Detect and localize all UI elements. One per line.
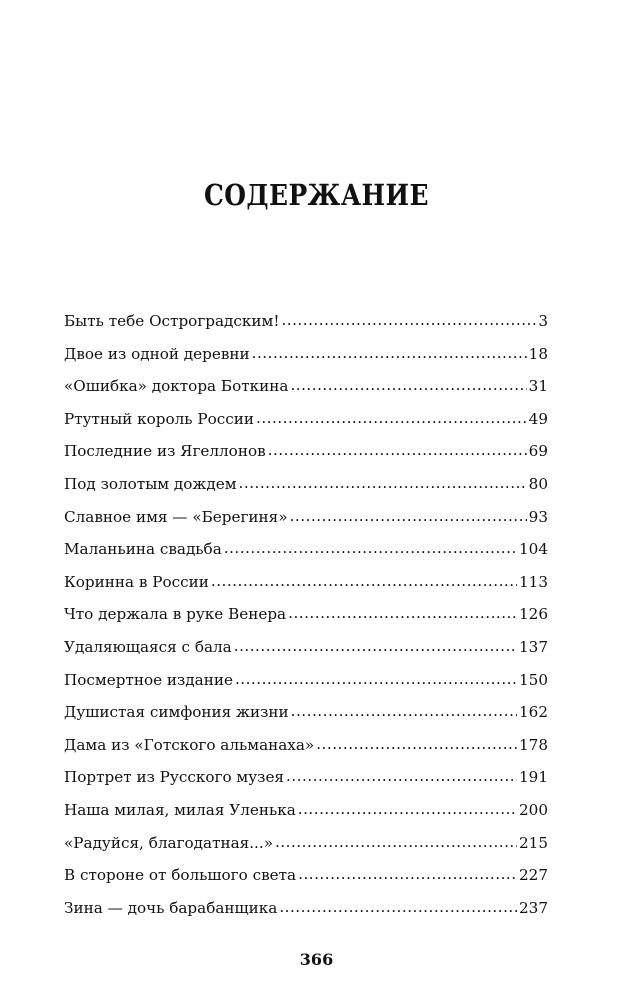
toc-entry-title: Наша милая, милая Уленька xyxy=(64,800,296,819)
toc-entry-page: 126 xyxy=(519,605,548,624)
toc-entry[interactable] xyxy=(64,309,548,342)
toc-entry-page: 93 xyxy=(528,507,548,526)
table-of-contents xyxy=(64,309,548,928)
toc-entry[interactable] xyxy=(64,798,548,831)
toc-entry-page: 113 xyxy=(519,572,548,591)
toc-entry-page: 80 xyxy=(528,474,548,493)
toc-entry-page: 49 xyxy=(528,409,548,428)
toc-dot-leader xyxy=(298,797,517,821)
page-title: СОДЕРЖАНИЕ xyxy=(204,178,429,212)
toc-entry[interactable] xyxy=(64,635,548,668)
toc-entry-page: 3 xyxy=(538,312,548,330)
toc-dot-leader xyxy=(239,471,527,495)
toc-entry-title: Портрет из Русского музея xyxy=(64,768,285,787)
toc-entry-page: 200 xyxy=(519,800,548,819)
toc-entry[interactable] xyxy=(64,407,548,440)
toc-entry-title: «Ошибка» доктора Боткина xyxy=(64,377,289,396)
toc-entry-page: 215 xyxy=(519,833,548,852)
toc-dot-leader xyxy=(290,373,526,397)
toc-entry-title: Быть тебе Остроградским! xyxy=(64,312,280,330)
toc-entry[interactable] xyxy=(64,668,548,701)
toc-entry[interactable] xyxy=(64,537,548,570)
toc-entry[interactable] xyxy=(64,896,548,929)
toc-dot-leader xyxy=(256,406,527,430)
toc-entry-title: Под золотым дождем xyxy=(64,474,237,493)
toc-entry-title: Что держала в руке Венера xyxy=(64,605,287,624)
toc-dot-leader xyxy=(286,764,517,788)
toc-entry-title: Последние из Ягеллонов xyxy=(64,442,266,461)
toc-entry-title: Ртутный король России xyxy=(64,409,254,428)
toc-entry-title: Посмертное издание xyxy=(64,670,233,689)
toc-entry-title: В стороне от большого света xyxy=(64,866,297,885)
toc-entry-page: 162 xyxy=(519,703,548,722)
toc-entry-title: Зина — дочь барабанщика xyxy=(64,898,278,917)
toc-entry-title: Двое из одной деревни xyxy=(64,344,250,363)
toc-entry[interactable] xyxy=(64,374,548,407)
toc-entry-page: 178 xyxy=(519,735,548,754)
toc-entry-title: Маланьина свадьба xyxy=(64,540,222,559)
toc-dot-leader xyxy=(288,601,517,625)
toc-entry-title: Удаляющаяся с бала xyxy=(64,637,232,656)
toc-dot-leader xyxy=(268,438,527,462)
toc-entry[interactable] xyxy=(64,439,548,472)
toc-entry[interactable] xyxy=(64,765,548,798)
toc-entry-page: 104 xyxy=(519,540,548,559)
toc-entry[interactable] xyxy=(64,342,548,375)
toc-dot-leader xyxy=(235,667,517,691)
toc-dot-leader xyxy=(234,634,517,658)
toc-dot-leader xyxy=(290,504,527,528)
toc-entry-title: Душистая симфония жизни xyxy=(64,703,289,722)
toc-entry-page: 227 xyxy=(519,866,548,885)
toc-dot-leader xyxy=(252,341,527,365)
toc-entry-page: 237 xyxy=(519,898,548,917)
toc-dot-leader xyxy=(275,830,517,854)
toc-dot-leader xyxy=(281,308,536,332)
toc-entry[interactable] xyxy=(64,472,548,505)
toc-entry-page: 31 xyxy=(528,377,548,396)
toc-entry-title: Дама из «Готского альманаха» xyxy=(64,735,315,754)
toc-entry-title: Славное имя — «Берегиня» xyxy=(64,507,288,526)
toc-entry[interactable] xyxy=(64,863,548,896)
toc-dot-leader xyxy=(291,699,517,723)
toc-entry-title: Коринна в России xyxy=(64,572,209,591)
toc-dot-leader xyxy=(298,862,517,886)
toc-entry[interactable] xyxy=(64,700,548,733)
toc-entry[interactable] xyxy=(64,831,548,864)
toc-entry-title: «Радуйся, благодатная...» xyxy=(64,833,274,852)
toc-entry-page: 137 xyxy=(519,637,548,656)
page-number: 366 xyxy=(299,950,334,969)
toc-entry[interactable] xyxy=(64,570,548,603)
toc-entry[interactable] xyxy=(64,733,548,766)
toc-entry-page: 150 xyxy=(519,670,548,689)
toc-entry[interactable] xyxy=(64,602,548,635)
toc-entry-page: 18 xyxy=(528,344,548,363)
toc-dot-leader xyxy=(279,895,517,919)
toc-dot-leader xyxy=(224,536,517,560)
toc-dot-leader xyxy=(211,569,517,593)
toc-entry-page: 191 xyxy=(519,768,548,787)
toc-dot-leader xyxy=(316,732,517,756)
toc-entry-page: 69 xyxy=(528,442,548,461)
toc-entry[interactable] xyxy=(64,505,548,538)
